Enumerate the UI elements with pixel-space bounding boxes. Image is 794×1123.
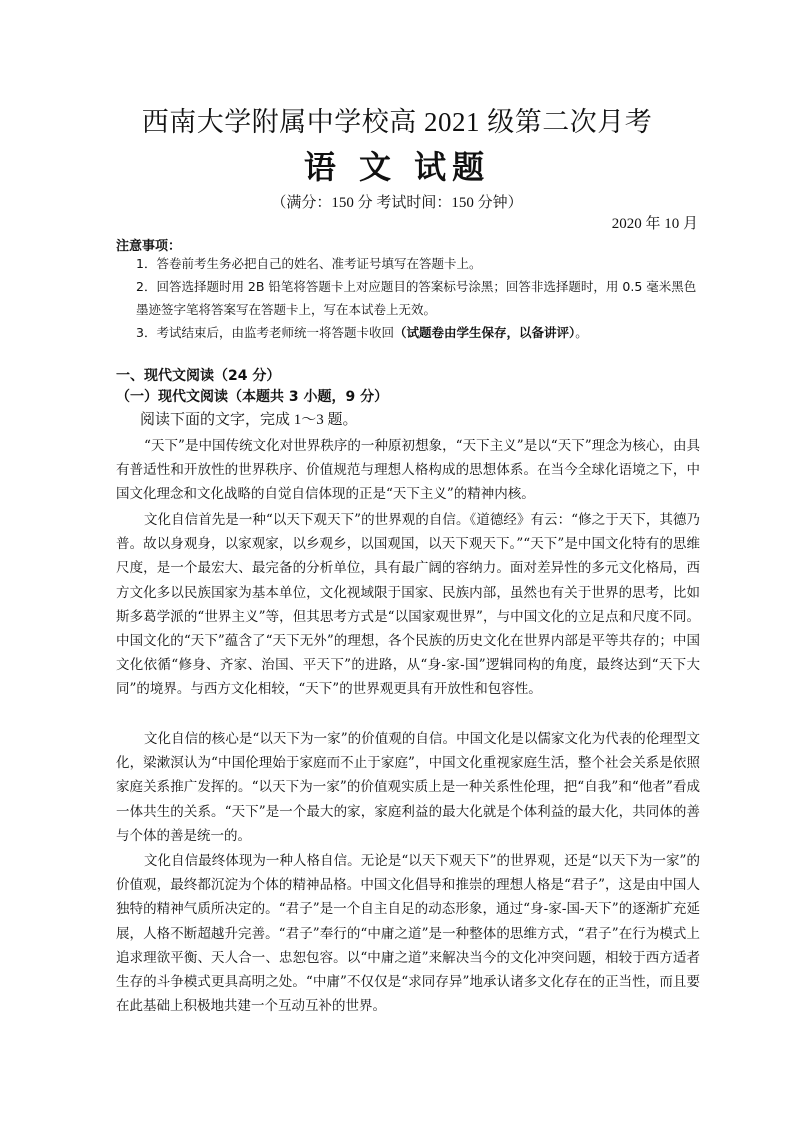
note-item-3-prefix: 3．考试结束后，由监考老师统一将答题卡收回 xyxy=(136,325,394,340)
note-item-2-text: 2．回答选择题时用 2B 铅笔将答题卡上对应题目的答案标号涂黑；回答非选择题时，用 0.5 毫米黑色墨迹签字笔将答案写在答题卡上，写在本试卷上无效。 xyxy=(136,279,697,317)
note-item-1-text: 1．答卷前考生务必把自己的姓名、准考证号填写在答题卡上。 xyxy=(136,256,482,271)
reading-instruction: 阅读下面的文字，完成 1～3 题。 xyxy=(140,412,358,428)
exam-info: （满分：150 分 考试时间：150 分钟） xyxy=(271,195,523,211)
passage-paragraph-4: 文化自信最终体现为一种人格自信。无论是“以天下观天下”的世界观，还是“以天下为一家”的价值观，最终都沉淀为个体的精神品格。中国文化倡导和推崇的理想人格是“君子”，这是由中国人独特的精神气质所决定的。“君子”是一个自主自足的动态形象，通过“身-家-国-天下”的逐渐扩充延展，人格不断超越升完善。“君子”奉行的“中庸之道”是一种整体的思维方式，“君子”在行为模式上追求理欲平衡、天人合一、忠恕包容。以“中庸之道”来解决当今的文化冲突问题，相较于西方适者生存的斗争模式更具高明之处。“中庸”不仅仅是“求同存异”地承认诸多文化存在的正当性，而且要在此基础上积极地共建一个互动互补的世界。 xyxy=(116,853,700,1015)
passage-paragraph-3: 文化自信的核心是“以天下为一家”的价值观的自信。中国文化是以儒家文化为代表的伦理型文化，梁漱溟认为“中国伦理始于家庭而不止于家庭”，中国文化重视家庭生活，整个社会关系是依照家庭关系推广发挥的。“以天下为一家”的价值观实质上是一种关系性伦理，把“自我”和“他者”看成一体共生的关系。“天下”是一个最大的家，家庭利益的最大化就是个体利益的最大化，共同体的善与个体的善是统一的。 xyxy=(116,731,700,844)
subsection-heading: （一）现代文阅读（本题共 3 小题，9 分） xyxy=(116,389,389,405)
subject-title: 语 文 试题 xyxy=(303,148,491,186)
note-item-2 xyxy=(116,275,702,321)
exam-title: 西南大学附属中学校高 2021 级第二次月考 xyxy=(141,107,653,137)
section-heading: 一、现代文阅读（24 分） xyxy=(116,368,281,384)
note-item-3 xyxy=(116,321,702,344)
note-item-1 xyxy=(116,252,702,275)
passage-paragraph-2: 文化自信首先是一种“以天下观天下”的世界观的自信。《道德经》有云：“修之于天下，其德乃普。故以身观身，以家观家，以乡观乡，以国观国，以天下观天下。”“天下”是中国文化特有的思维尺度，是一个最宏大、最完备的分析单位，具有最广阔的容纳力。面对差异性的多元文化格局，西方文化多以民族国家为基本单位，文化视域限于国家、民族内部，虽然也有关于世界的思考，比如斯多葛学派的“世界主义”等，但其思考方式是“以国家观世界”，与中国文化的立足点和尺度不同。中国文化的“天下”蕴含了“天下无外”的理想，各个民族的历史文化在世界内部是平等共存的；中国文化依循“修身、齐家、治国、平天下”的进路，从“身-家-国”逻辑同构的角度，最终达到“天下大同”的境界。与西方文化相较，“天下”的世界观更具有开放性和包容性。 xyxy=(116,512,700,698)
note-item-3-bold: （试题卷由学生保存，以备讲评） xyxy=(393,325,576,340)
notes-heading: 注意事项： xyxy=(116,239,182,254)
passage-paragraph-1: “天下”是中国传统文化对世界秩序的一种原初想象，“天下主义”是以“天下”理念为核心，由具有普适性和开放性的世界秩序、价值规范与理想人格构成的思想体系。在当今全球化语境之下，中国文化理念和文化战略的自觉自信体现的正是“天下主义”的精神内核。 xyxy=(116,438,700,503)
note-item-3-text xyxy=(116,321,702,344)
exam-date: 2020 年 10 月 xyxy=(611,216,698,232)
note-item-3-suffix: 。 xyxy=(575,325,588,340)
